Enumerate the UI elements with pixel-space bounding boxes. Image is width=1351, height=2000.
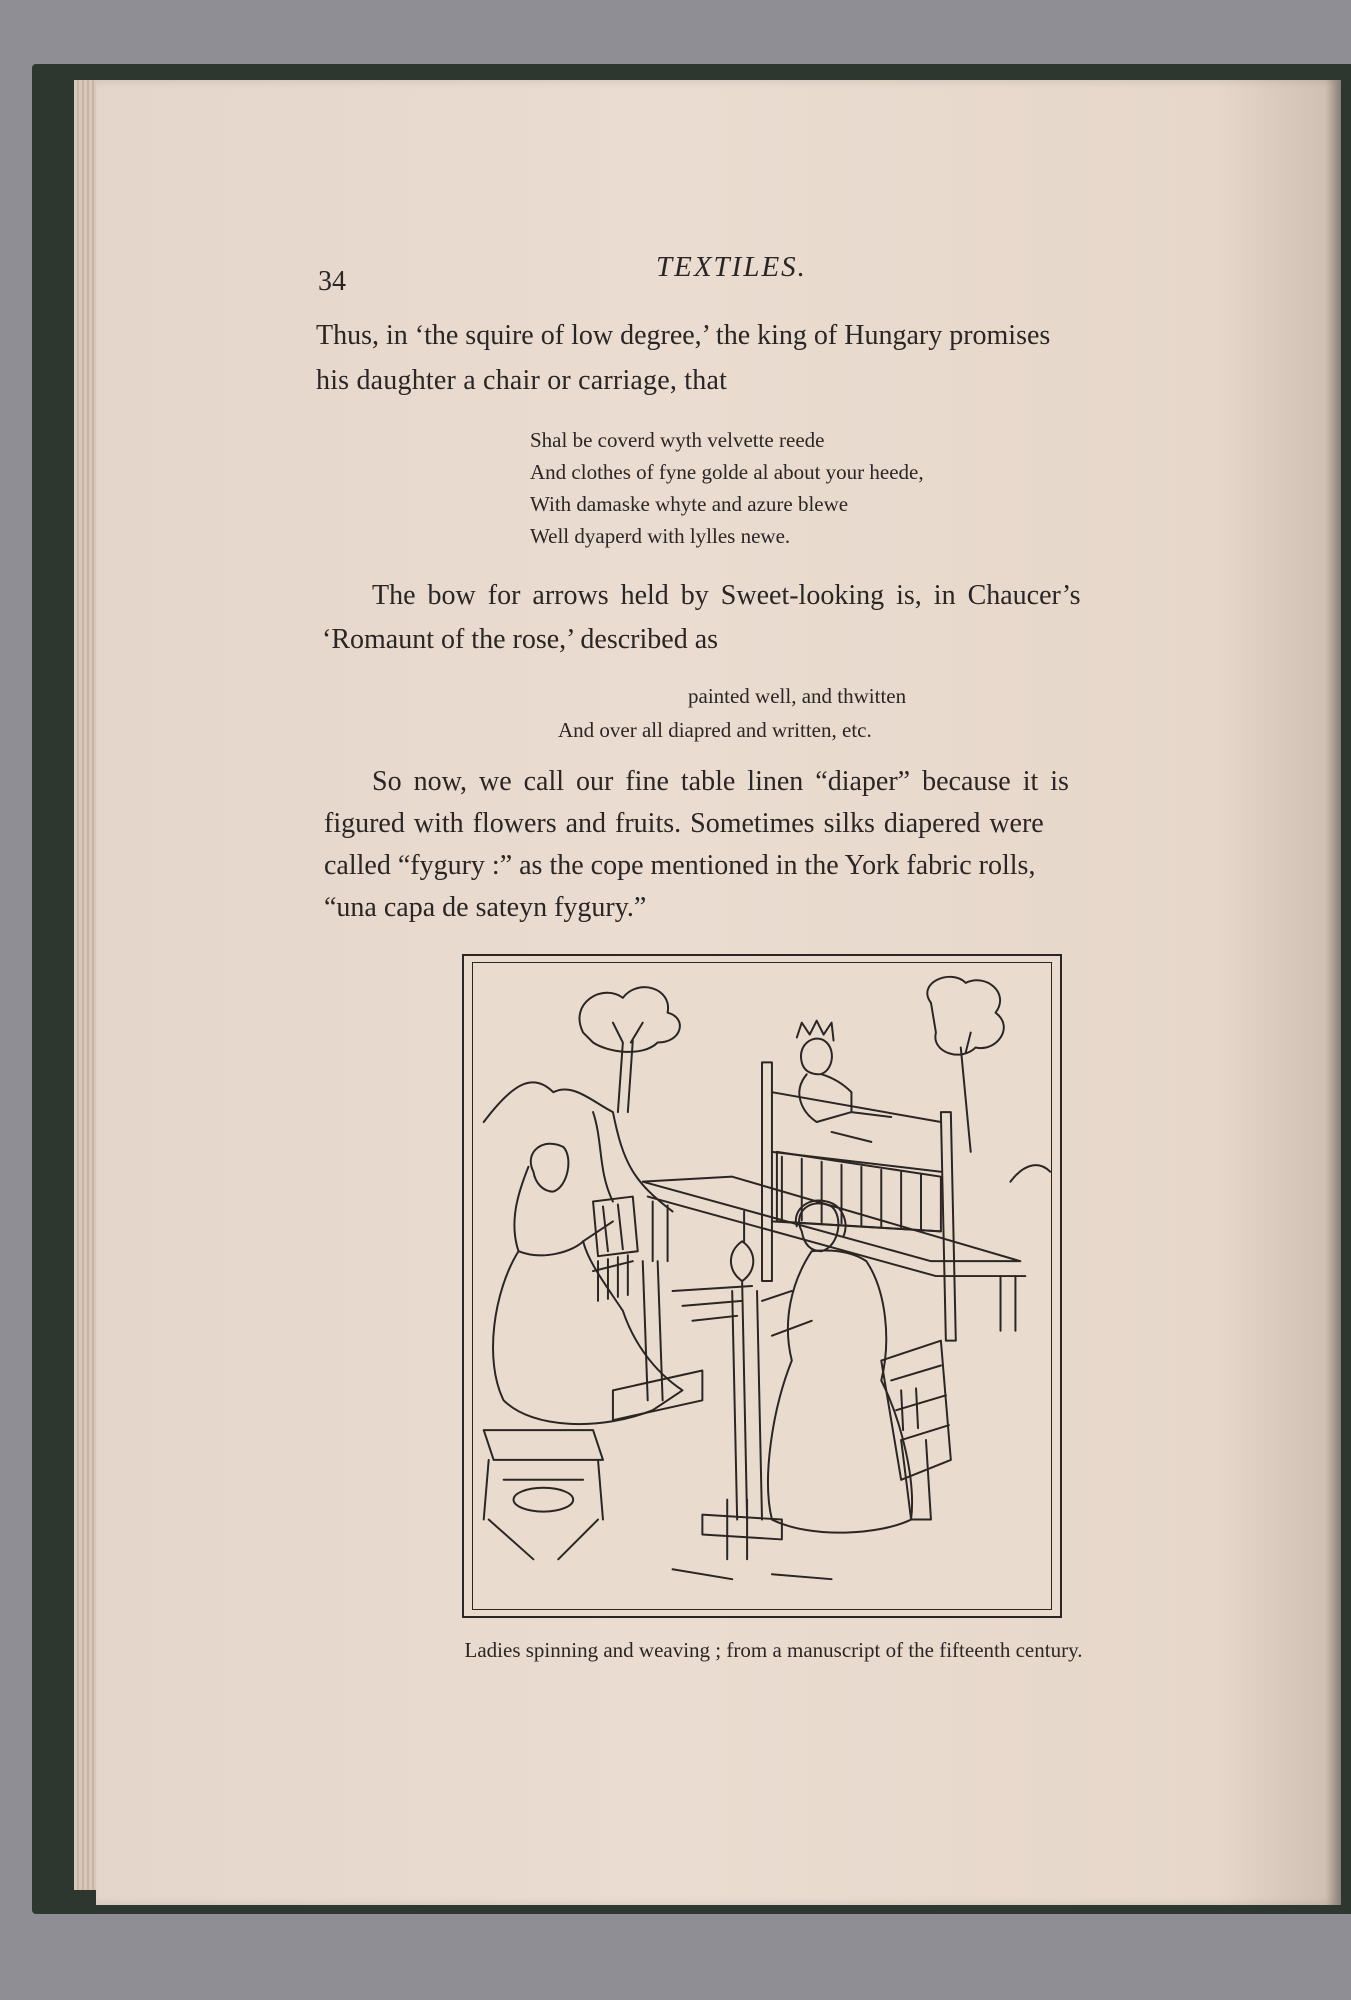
page-number: 34 <box>318 266 346 297</box>
paragraph-3-line-3: called “fygury :” as the cope mentioned in the York fabric rolls, <box>324 850 1036 881</box>
paragraph-2-line-2: ‘Romaunt of the rose,’ described as <box>322 624 719 655</box>
paragraph-1-line-1: Thus, in ‘the squire of low degree,’ the king of Hungary promises <box>316 320 1051 351</box>
running-head: TEXTILES. <box>656 251 807 283</box>
verse-2-line-1: painted well, and thwitten <box>688 684 907 708</box>
verse-2-line-2: And over all diapred and written, etc. <box>558 718 872 742</box>
page-gutter <box>1325 80 1341 1905</box>
woodcut-illustration <box>472 962 1052 1610</box>
figure-frame <box>462 954 1062 1618</box>
verse-1-line-4: Well dyaperd with lylles newe. <box>530 524 791 548</box>
paragraph-2-line-1: The bow for arrows held by Sweet-looking is, in Chaucer’s <box>372 580 1081 611</box>
spinning-weaving-engraving <box>473 963 1051 1609</box>
verse-1-line-1: Shal be coverd wyth velvette reede <box>530 428 825 452</box>
verse-1-line-2: And clothes of fyne golde al about your heede, <box>530 460 924 484</box>
paragraph-3-line-4: “una capa de sateyn fygury.” <box>324 892 647 923</box>
paragraph-3-line-2: figured with flowers and fruits. Sometimes silks diapered were <box>324 808 1044 839</box>
paragraph-3-line-1: So now, we call our fine table linen “diaper” because it is <box>372 766 1069 797</box>
book-page <box>96 80 1341 1905</box>
verse-1-line-3: With damaske whyte and azure blewe <box>530 492 849 516</box>
paragraph-1-line-2: his daughter a chair or carriage, that <box>316 365 728 396</box>
figure-caption: Ladies spinning and weaving ; from a manuscript of the fifteenth century. <box>464 1638 1083 1662</box>
